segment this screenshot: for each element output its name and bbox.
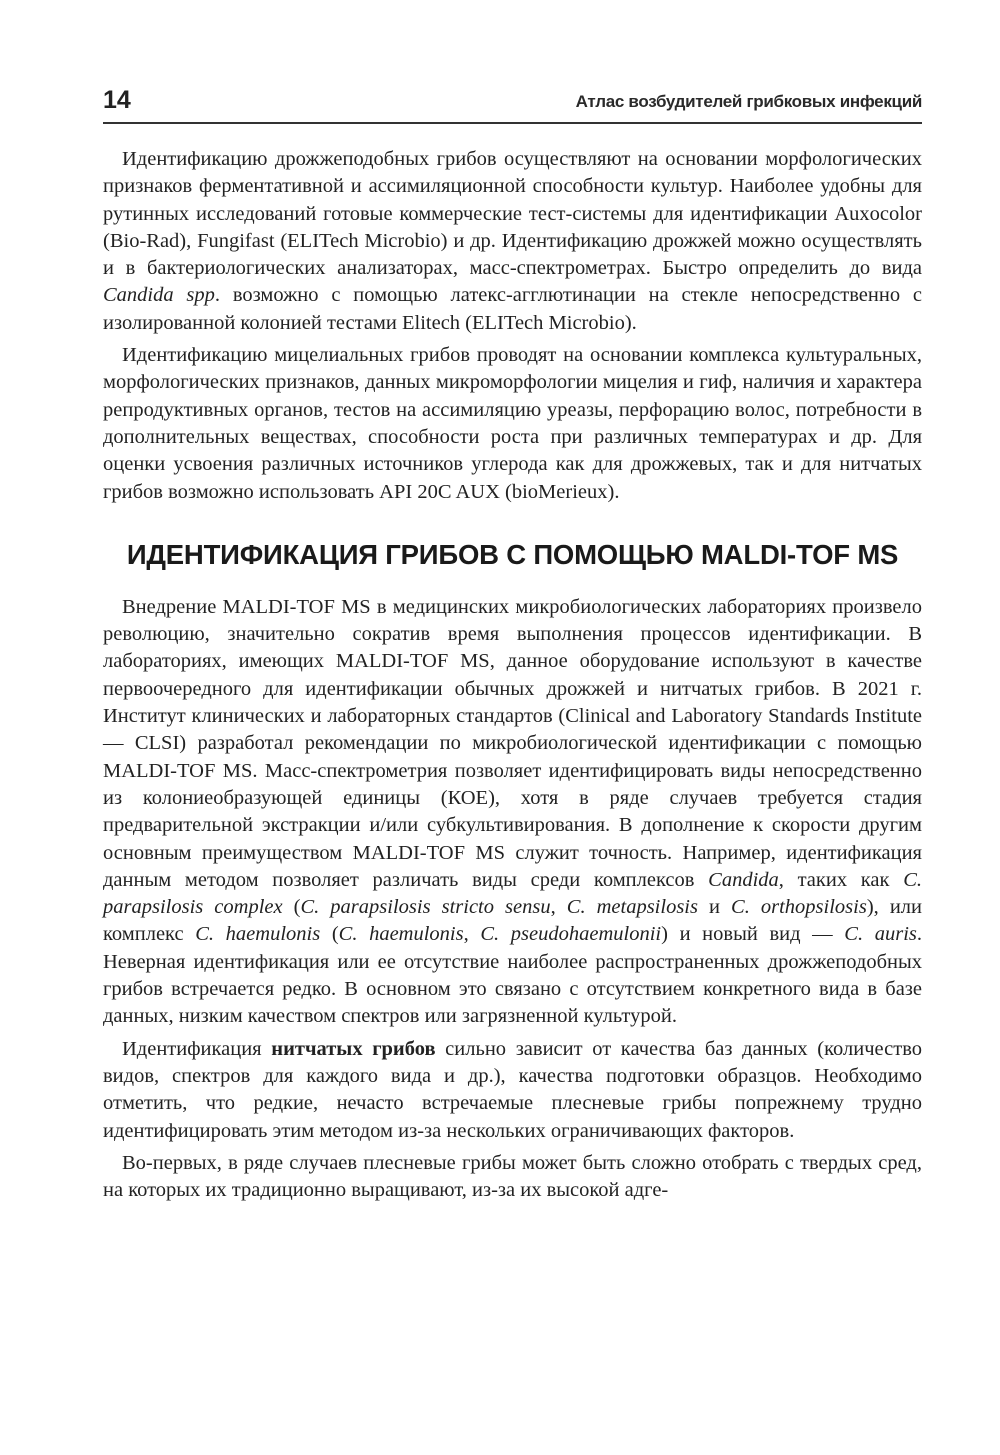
paragraph — [103, 146, 922, 337]
text-run: , — [463, 923, 481, 946]
text-run: . возможно с помощью латекс-агглютинации на стекле непосредственно с изолированной колонией тестами Elitech (ELITech Microbio). — [103, 284, 922, 334]
italic-run: C. haemulonis — [195, 923, 321, 946]
text-run: , — [550, 896, 567, 919]
italic-run: C. auris — [844, 923, 917, 946]
italic-run: C. metapsilosis — [566, 896, 698, 919]
page-number: 14 — [103, 86, 131, 114]
section-heading: ИДЕНТИФИКАЦИЯ ГРИБОВ С ПОМОЩЬЮ MALDI-TOF MS — [126, 538, 899, 570]
italic-run: C. pseudohaemulonii — [480, 923, 662, 946]
paragraph — [103, 594, 922, 1031]
italic-run: C. parapsilosis stricto sensu — [300, 896, 551, 919]
italic-run: C. parapsilosis complex — [103, 868, 922, 919]
text-run: ( — [282, 896, 301, 919]
italic-run: Candida spp — [103, 284, 215, 307]
header-rule — [103, 122, 922, 124]
text-run: сильно зависит от качества баз данных (количество видов, спектров для каждого вида и др.), качества подготовки образцов. Необходимо отметить, что редкие, нечасто встречаемые плесневые грибы попрежнему трудно идентифицировать этим методом из-за нескольких ограничивающих факторов. — [103, 1037, 922, 1142]
italic-run: Candida — [708, 868, 779, 891]
text-run: Идентификацию дрожжеподобных грибов осуществляют на основании морфологических признаков ферментативной и ассимиляционной способности культур. Наиболее удобны для рутинных исследований готовые коммерческие тест-системы для идентификации Auxocolor (Bio-Rad), Fungifast (ELITech Microbio) и др. Идентификацию дрожжей можно осуществлять и в бактериологических анализаторах, масс-спектрометрах. Быстро определить до вида — [103, 148, 922, 280]
text-run: Идентификацию мицелиальных грибов проводят на основании комплекса культуральных, морфологических признаков, данных микроморфологии мицелия и гиф, наличия и характера репродуктивных органов, тестов на ассимиляцию уреазы, перфорацию волос, потребности в дополнительных веществах, способности роста при различных температурах и др. Для оценки усвоения различных источников углерода как для дрожжевых, так и для нитчатых грибов возможно использовать API 20C AUX (bioMerieux). — [103, 344, 922, 503]
text-run: ) и новый вид — — [661, 923, 845, 946]
running-title: Атлас возбудителей грибковых инфекций — [575, 92, 922, 111]
text-run: Во-первых, в ряде случаев плесневые грибы может быть сложно отобрать с твердых сред, на которых их традиционно выращивают, из-за их высокой адге- — [103, 1151, 922, 1202]
italic-run: C. orthopsilosis — [731, 896, 867, 919]
text-run: , таких как — [778, 868, 904, 891]
text-run: Внедрение MALDI-TOF MS в медицинских микробиологических лабораториях произвело революцию, значительно сократив время выполнения процессов идентификации. В лабораториях, имеющих MALDI-TOF MS, данное оборудование используют в качестве первоочередного для идентификации обычных дрожжей и нитчатых грибов. В 2021 г. Институт клинических и лабораторных стандартов (Clinical and Laboratory Standards Institute — CLSI) разработал рекомендации по микробиологической идентификации с помощью MALDI-TOF MS. Масс-спектрометрия позволяет идентифицировать виды непосредственно из колониеобразующей единицы (КОЕ), хотя в ряде случаев требуется стадия предварительной экстракции и/или субкультивирования. В дополнение к скорости другим основным преимуществом MALDI-TOF MS служит точность. Например, идентификация данным методом позволяет различать виды среди комплексов — [103, 595, 922, 891]
paragraph — [103, 1150, 922, 1205]
text-run: . Неверная идентификация или ее отсутствие наиболее распространенных дрожжеподобных грибов встречается редко. В основном это связано с отсутствием конкретного вида в базе данных, низким качеством спектров или загрязненной культурой. — [103, 923, 923, 1028]
text-run: и — [697, 896, 732, 919]
text-run: ( — [320, 923, 339, 946]
text-run: Идентификация — [122, 1037, 272, 1060]
bold-run: нитчатых грибов — [271, 1037, 436, 1060]
paragraph — [103, 1036, 922, 1145]
text-run: ), или комплекс — [103, 896, 923, 946]
page-body — [103, 146, 922, 1204]
page-header — [103, 82, 922, 122]
paragraph — [103, 342, 922, 506]
italic-run: C. haemulonis — [338, 923, 464, 946]
